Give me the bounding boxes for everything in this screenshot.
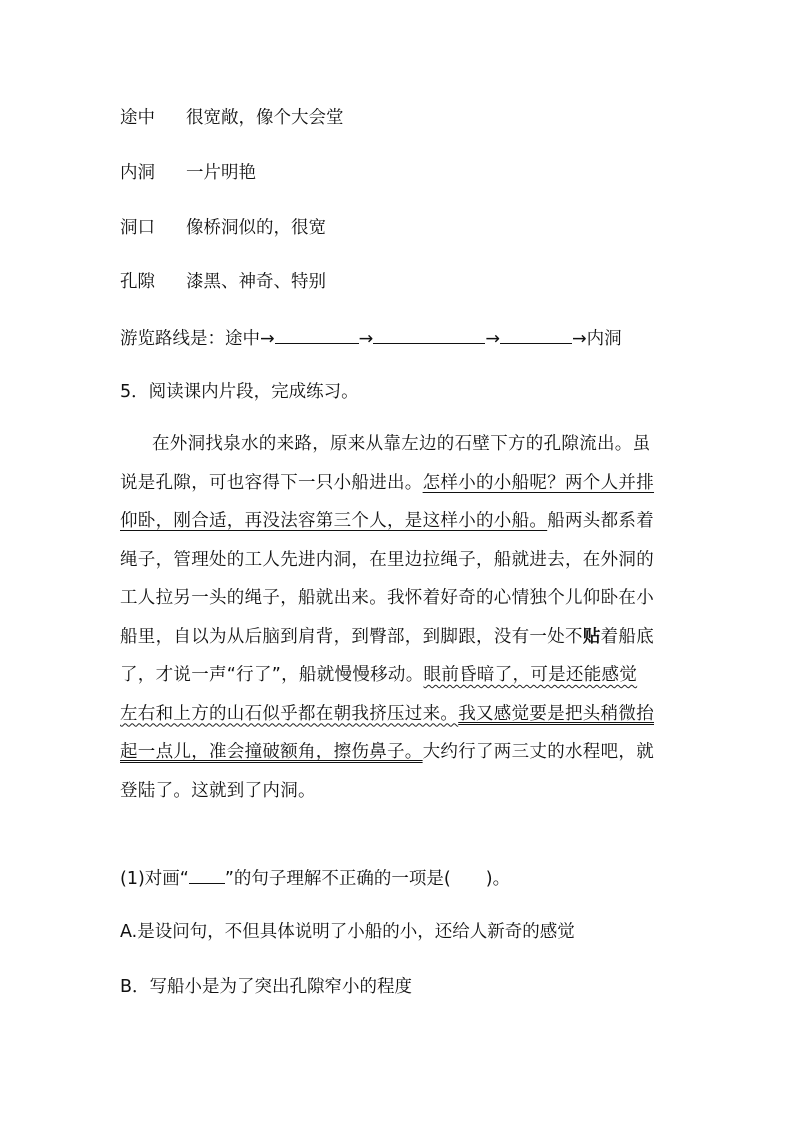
route-blank-1[interactable] bbox=[275, 325, 359, 344]
passage-line: 在外洞找泉水的来路，原来从靠左边的石壁下方的孔隙流出。虽 bbox=[152, 434, 651, 454]
match-left-1: 途中 bbox=[120, 108, 155, 128]
passage-line bbox=[120, 696, 676, 735]
route-prefix: 游览路线是：途中→ bbox=[120, 329, 275, 349]
match-right-1: 很宽敞，像个大会堂 bbox=[186, 108, 344, 128]
passage-line: 仰卧，刚合适，再没法容第三个人，是这样小的小船。船两头都系着 bbox=[120, 511, 655, 531]
bold-word: 贴 bbox=[582, 626, 601, 647]
match-right-2: 一片明艳 bbox=[186, 163, 256, 183]
match-left-2: 内洞 bbox=[120, 163, 155, 183]
option-b[interactable]: B．写船小是为了突出孔隙窄小的程度 bbox=[120, 977, 413, 997]
reading-passage bbox=[120, 426, 676, 811]
match-left-4: 孔隙 bbox=[120, 272, 155, 292]
question-5-title: 5．阅读课内片段，完成练习。 bbox=[120, 382, 359, 402]
underlined-sentence: 怎样小的小船呢？两个人并排 bbox=[422, 472, 655, 493]
double-underlined-sentence: 我又感觉要是把头稍微抬 bbox=[458, 703, 655, 724]
passage-line: 工人拉另一头的绳子，船就出来。我怀着好奇的心情独个儿仰卧在小 bbox=[120, 588, 654, 608]
double-underlined-sentence: 起一点儿，准会撞破额角，擦伤鼻子。 bbox=[120, 742, 423, 762]
passage-line: 绳子，管理处的工人先进内洞，在里边拉绳子，船就进去，在外洞的 bbox=[120, 549, 654, 570]
underlined-sentence: 仰卧，刚合适，再没法容第三个人，是这样小的小船。 bbox=[120, 511, 548, 531]
match-left-3: 洞口 bbox=[120, 218, 155, 238]
match-right-3: 像桥洞似的，很宽 bbox=[186, 218, 326, 238]
route-blank-3[interactable] bbox=[500, 325, 572, 344]
route-blank-2[interactable] bbox=[373, 325, 485, 344]
passage-line: 登陆了。这就到了内洞。 bbox=[120, 780, 316, 801]
route-arrow-2: → bbox=[485, 329, 501, 349]
passage-line: 起一点儿，准会撞破额角，擦伤鼻子。大约行了两三丈的水程吧，就 bbox=[120, 742, 655, 762]
route-line bbox=[120, 325, 622, 351]
match-right-4: 漆黑、神奇、特别 bbox=[186, 272, 326, 292]
sub-question-1: (1)对画“ ”的句子理解不正确的一项是( )。 bbox=[120, 866, 510, 891]
wavy-underlined-sentence: 眼前昏暗了，可是还能感觉 bbox=[423, 665, 638, 685]
route-suffix: →内洞 bbox=[572, 329, 622, 349]
option-a[interactable]: A.是设问句，不但具体说明了小船的小，还给人新奇的感觉 bbox=[120, 922, 575, 942]
underline-sample bbox=[189, 866, 225, 884]
passage-line: 了，才说一声“行了”，船就慢慢移动。眼前昏暗了，可是还能感觉 bbox=[120, 665, 638, 685]
passage-line: 船里，自以为从后脑到肩背，到臀部，到脚跟，没有一处不贴着船底 bbox=[120, 626, 655, 647]
wavy-underlined-sentence: 左右和上方的山石似乎都在朝我挤压过来。 bbox=[120, 703, 459, 724]
passage-line: 说是孔隙，可也容得下一只小船进出。怎样小的小船呢？两个人并排 bbox=[120, 472, 655, 493]
route-arrow-1: → bbox=[358, 329, 374, 349]
